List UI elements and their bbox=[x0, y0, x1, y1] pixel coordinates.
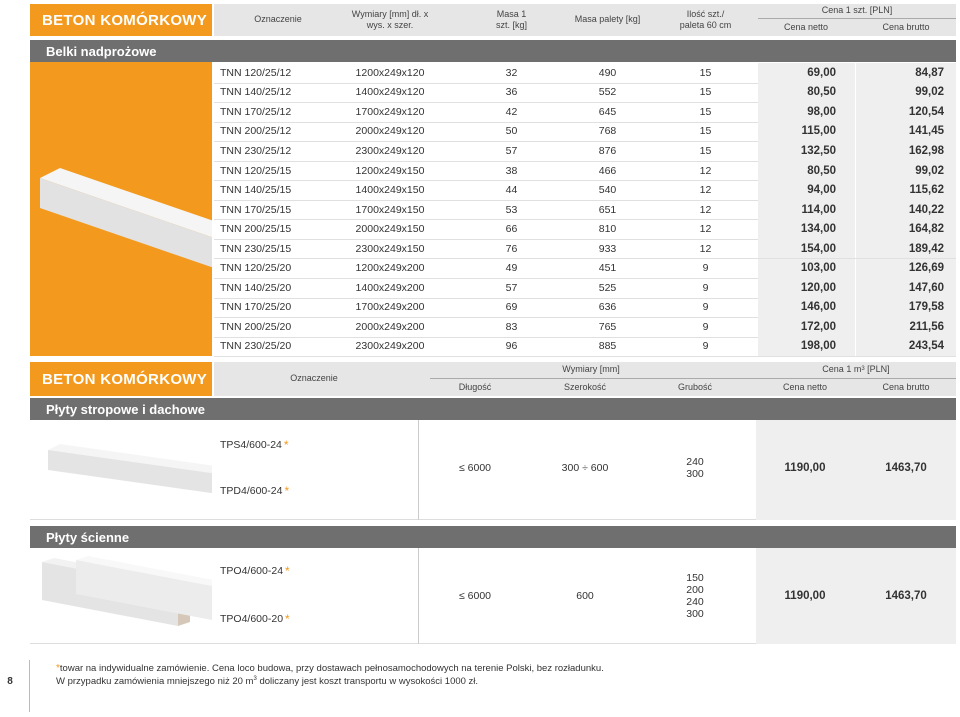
beam-illustration bbox=[30, 62, 212, 356]
cell-gross: 126,69 bbox=[908, 262, 944, 275]
header2-szerokosc: Szerokość bbox=[563, 381, 607, 392]
cell-gross: 179,58 bbox=[908, 301, 944, 314]
scienne-thickness-2: 200 bbox=[686, 584, 704, 596]
header2-cena-prefix: Cena 1 m bbox=[822, 364, 862, 375]
scienne-thickness-1: 150 bbox=[686, 572, 704, 584]
footnote-1 bbox=[56, 662, 956, 676]
cell-name: TNN 170/25/15 bbox=[220, 203, 292, 216]
section-scienne bbox=[30, 526, 956, 548]
cell-qty: 12 bbox=[699, 242, 712, 255]
cell-dim: 1400x249x200 bbox=[355, 281, 425, 294]
slab-illustration-stropowe bbox=[30, 420, 212, 520]
header2-oznaczenie: Oznaczenie bbox=[290, 373, 338, 384]
cell-name: TNN 230/25/20 bbox=[220, 340, 292, 353]
cell-dim: 2000x249x200 bbox=[355, 320, 425, 333]
cell-gross: 84,87 bbox=[915, 66, 944, 79]
stropowe-gross: 1463,70 bbox=[885, 462, 927, 474]
header-masa-palety: Masa palety [kg] bbox=[574, 14, 641, 25]
cell-mass: 53 bbox=[505, 203, 518, 216]
cell-net: 69,00 bbox=[807, 66, 836, 79]
table-row bbox=[214, 83, 956, 104]
section-belki-title: Belki nadprożowe bbox=[46, 43, 157, 59]
table-row bbox=[214, 161, 956, 182]
table-row bbox=[214, 102, 956, 123]
cell-name: TNN 120/25/12 bbox=[220, 66, 292, 79]
cell-dim: 2300x249x150 bbox=[355, 242, 425, 255]
stropowe-name2 bbox=[220, 482, 289, 500]
cell-mass: 50 bbox=[505, 125, 518, 138]
table-row bbox=[214, 259, 956, 280]
cell-gross: 147,60 bbox=[908, 281, 944, 294]
cell-mass: 36 bbox=[505, 86, 518, 99]
cell-net: 146,00 bbox=[800, 301, 836, 314]
cell-mass: 57 bbox=[505, 281, 518, 294]
brand-banner-2 bbox=[30, 362, 212, 396]
cell-name: TNN 200/25/15 bbox=[220, 223, 292, 236]
cell-dim: 1400x249x150 bbox=[355, 184, 425, 197]
cell-mass: 49 bbox=[505, 262, 518, 275]
cell-name: TNN 140/25/20 bbox=[220, 281, 292, 294]
cell-dim: 1700x249x150 bbox=[355, 203, 425, 216]
cell-pallet: 490 bbox=[598, 66, 617, 79]
section-scienne-title: Płyty ścienne bbox=[46, 529, 130, 545]
cell-net: 115,00 bbox=[801, 125, 836, 138]
cell-gross: 243,54 bbox=[908, 340, 944, 353]
header-oznaczenie: Oznaczenie bbox=[254, 14, 302, 25]
scienne-star1: * bbox=[285, 564, 290, 578]
cell-name: TNN 230/25/12 bbox=[220, 144, 292, 157]
table-row bbox=[214, 63, 956, 84]
stropowe-width: 300 ÷ 600 bbox=[561, 462, 609, 474]
cell-pallet: 645 bbox=[598, 105, 617, 118]
section-stropowe-title: Płyty stropowe i dachowe bbox=[46, 401, 205, 417]
section-stropowe bbox=[30, 398, 956, 420]
cell-qty: 9 bbox=[702, 301, 709, 314]
footnote-2 bbox=[56, 675, 956, 689]
cell-pallet: 933 bbox=[598, 242, 617, 255]
scienne-name1 bbox=[220, 562, 290, 580]
cell-net: 134,00 bbox=[800, 223, 836, 236]
cell-name: TNN 200/25/12 bbox=[220, 125, 292, 138]
scienne-gross: 1463,70 bbox=[885, 590, 927, 602]
header2-cena-suffix: [PLN] bbox=[864, 364, 890, 375]
stropowe-star1: * bbox=[283, 438, 289, 452]
cell-gross: 211,56 bbox=[909, 320, 944, 333]
section-belki bbox=[30, 40, 956, 62]
cell-gross: 140,22 bbox=[908, 203, 944, 216]
scienne-name2 bbox=[220, 610, 290, 628]
cell-pallet: 552 bbox=[598, 86, 617, 99]
cell-mass: 44 bbox=[505, 184, 518, 197]
scienne-name2-text: TPO4/600-20 bbox=[220, 613, 284, 625]
scienne-length: ≤ 6000 bbox=[458, 590, 492, 602]
cell-name: TNN 140/25/12 bbox=[220, 86, 292, 99]
cell-net: 103,00 bbox=[800, 262, 836, 275]
header2-wymiary: Wymiary [mm] bbox=[562, 364, 620, 375]
cell-name: TNN 120/25/15 bbox=[220, 164, 292, 177]
stropowe-name1-text: TPS4/600-24 bbox=[220, 439, 282, 451]
cell-pallet: 885 bbox=[598, 340, 617, 353]
table-row bbox=[214, 317, 956, 338]
cell-net: 154,00 bbox=[800, 242, 836, 255]
cell-qty: 15 bbox=[699, 125, 712, 138]
cell-net: 94,00 bbox=[807, 184, 836, 197]
cell-mass: 76 bbox=[505, 242, 518, 255]
brand-title: BETON KOMÓRKOWY bbox=[42, 11, 208, 29]
cell-dim: 1200x249x120 bbox=[355, 66, 425, 79]
cell-qty: 12 bbox=[699, 184, 712, 197]
cell-qty: 12 bbox=[699, 223, 712, 236]
cell-net: 80,50 bbox=[807, 86, 836, 99]
footnote-line2-prefix: W przypadku zamówienia mniejszego niż 20 m bbox=[56, 676, 254, 688]
cell-mass: 57 bbox=[505, 144, 518, 157]
footnote-line1: towar na indywidualne zamówienie. Cena loco budowa, przy dostawach pełnosamochodowych na terenie Polski, bez rozładunku. bbox=[59, 663, 604, 674]
cell-qty: 9 bbox=[702, 262, 709, 275]
cell-pallet: 876 bbox=[598, 144, 617, 157]
cell-mass: 69 bbox=[505, 301, 518, 314]
cell-qty: 15 bbox=[699, 86, 712, 99]
cell-mass: 42 bbox=[505, 105, 518, 118]
footnote-line2-suffix: doliczany jest koszt transportu w wysokości 1000 zł. bbox=[256, 676, 479, 688]
cell-qty: 15 bbox=[699, 66, 712, 79]
scienne-vdiv bbox=[418, 548, 419, 644]
cell-gross: 189,42 bbox=[908, 242, 944, 255]
cell-pallet: 636 bbox=[598, 301, 617, 314]
table-row bbox=[214, 141, 956, 162]
cell-dim: 2300x249x120 bbox=[355, 144, 425, 157]
table-row bbox=[214, 239, 956, 260]
cell-mass: 96 bbox=[505, 340, 518, 353]
cell-name: TNN 200/25/20 bbox=[220, 320, 292, 333]
brand-title-2: BETON KOMÓRKOWY bbox=[42, 370, 208, 388]
cell-pallet: 540 bbox=[598, 184, 617, 197]
header2-grubosc: Grubość bbox=[677, 381, 712, 392]
cell-mass: 38 bbox=[505, 164, 518, 177]
cell-qty: 15 bbox=[699, 144, 712, 157]
cell-pallet: 765 bbox=[598, 320, 617, 333]
footer-divider bbox=[29, 660, 30, 712]
cell-gross: 141,45 bbox=[908, 125, 944, 138]
cell-net: 114,00 bbox=[801, 203, 836, 216]
stropowe-thickness bbox=[650, 454, 740, 482]
cell-qty: 15 bbox=[699, 105, 712, 118]
header2-dlugosc: Długość bbox=[458, 381, 492, 392]
scienne-name1-text: TPO4/600-24 bbox=[220, 565, 284, 577]
cell-dim: 1200x249x200 bbox=[355, 262, 425, 275]
cell-net: 98,00 bbox=[807, 105, 836, 118]
cell-dim: 1400x249x120 bbox=[355, 86, 425, 99]
cell-qty: 9 bbox=[702, 281, 709, 294]
stropowe-length: ≤ 6000 bbox=[458, 462, 492, 474]
cell-net: 172,00 bbox=[800, 320, 836, 333]
cell-qty: 12 bbox=[699, 203, 712, 216]
cell-pallet: 810 bbox=[598, 223, 617, 236]
stropowe-net: 1190,00 bbox=[784, 462, 826, 474]
cell-net: 132,50 bbox=[800, 144, 836, 157]
cell-dim: 2000x249x120 bbox=[355, 125, 425, 138]
header2-cena-group bbox=[756, 362, 956, 378]
page-number: 8 bbox=[7, 676, 13, 687]
table-row bbox=[214, 337, 956, 358]
stropowe-name1 bbox=[220, 436, 289, 454]
cell-name: TNN 230/25/15 bbox=[220, 242, 292, 255]
stropowe-thickness-2: 300 bbox=[686, 468, 704, 480]
header-wymiary: Wymiary [mm] dł. x wys. x szer. bbox=[351, 8, 429, 30]
cell-qty: 12 bbox=[699, 164, 712, 177]
header-ilosc: Ilość szt./ paleta 60 cm bbox=[679, 8, 732, 30]
table-row bbox=[214, 122, 956, 143]
scienne-thickness-4: 300 bbox=[686, 608, 704, 620]
cell-dim: 2300x249x200 bbox=[355, 340, 425, 353]
stropowe-star2: * bbox=[284, 484, 290, 498]
table-row bbox=[214, 278, 956, 299]
header-cena-group: Cena 1 szt. [PLN] bbox=[821, 5, 893, 16]
header-brutto: Cena brutto bbox=[882, 21, 930, 32]
scienne-width: 600 bbox=[576, 590, 594, 602]
cell-mass: 32 bbox=[505, 66, 518, 79]
scienne-net: 1190,00 bbox=[784, 590, 826, 602]
stropowe-thickness-1: 240 bbox=[686, 456, 704, 468]
header2-netto: Cena netto bbox=[782, 381, 828, 392]
table-row bbox=[214, 200, 956, 221]
cell-gross: 99,02 bbox=[915, 86, 944, 99]
cell-dim: 1700x249x120 bbox=[355, 105, 425, 118]
cell-mass: 66 bbox=[505, 223, 518, 236]
cell-pallet: 451 bbox=[598, 262, 617, 275]
cell-gross: 164,82 bbox=[908, 223, 944, 236]
table-row bbox=[214, 298, 956, 319]
cell-dim: 1700x249x200 bbox=[355, 301, 425, 314]
table-row bbox=[214, 219, 956, 240]
table-row bbox=[214, 180, 956, 201]
cell-dim: 2000x249x150 bbox=[355, 223, 425, 236]
cell-pallet: 466 bbox=[598, 164, 617, 177]
slab-illustration-scienne bbox=[30, 548, 212, 644]
cell-dim: 1200x249x150 bbox=[355, 164, 425, 177]
stropowe-vdiv bbox=[418, 420, 419, 520]
footnote-line2-sup: 3 bbox=[253, 676, 257, 682]
scienne-thickness bbox=[650, 570, 740, 622]
cell-gross: 162,98 bbox=[908, 144, 944, 157]
cell-pallet: 525 bbox=[598, 281, 617, 294]
header2-cena-sup: 3 bbox=[861, 366, 865, 373]
cell-name: TNN 170/25/12 bbox=[220, 105, 292, 118]
cell-pallet: 768 bbox=[598, 125, 617, 138]
cell-pallet: 651 bbox=[598, 203, 617, 216]
cell-name: TNN 120/25/20 bbox=[220, 262, 292, 275]
cell-mass: 83 bbox=[505, 320, 518, 333]
header-masa: Masa 1 szt. [kg] bbox=[495, 8, 527, 30]
cell-net: 198,00 bbox=[800, 340, 836, 353]
cell-gross: 120,54 bbox=[908, 105, 944, 118]
cell-gross: 115,62 bbox=[909, 184, 944, 197]
cell-net: 120,00 bbox=[800, 281, 836, 294]
cell-name: TNN 170/25/20 bbox=[220, 301, 292, 314]
cell-net: 80,50 bbox=[807, 164, 836, 177]
cell-gross: 99,02 bbox=[915, 164, 944, 177]
brand-banner-1 bbox=[30, 4, 212, 36]
scienne-star2: * bbox=[285, 612, 290, 626]
scienne-thickness-3: 240 bbox=[686, 596, 704, 608]
cell-qty: 9 bbox=[702, 320, 709, 333]
product-image-panel-belki bbox=[30, 62, 212, 356]
cell-qty: 9 bbox=[702, 340, 709, 353]
header2-brutto: Cena brutto bbox=[882, 381, 930, 392]
cell-name: TNN 140/25/15 bbox=[220, 184, 292, 197]
footnote-star: * bbox=[56, 663, 60, 674]
header-netto: Cena netto bbox=[783, 21, 829, 32]
stropowe-name2-text: TPD4/600-24 bbox=[220, 485, 283, 497]
